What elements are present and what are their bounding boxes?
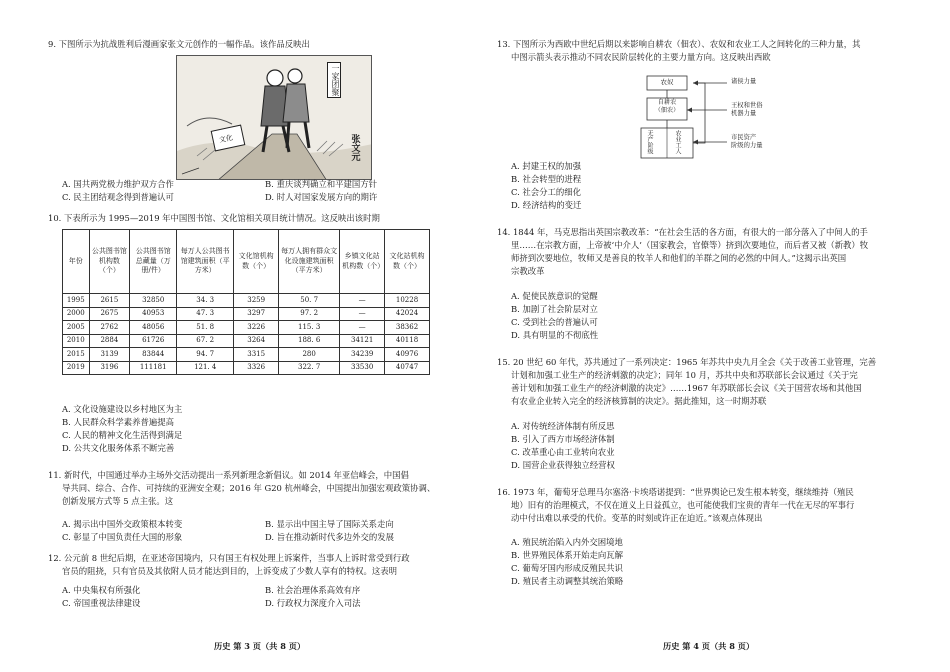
table-header-cell: 每万人拥有群众文化设施建筑面积（平方米） bbox=[279, 230, 340, 294]
table-cell: 50. 7 bbox=[279, 294, 340, 308]
question-12-option-a[interactable]: A. 中央集权有所强化 bbox=[62, 585, 141, 595]
table-cell: 2019 bbox=[63, 361, 90, 375]
table-row bbox=[63, 321, 430, 335]
table-cell: 3139 bbox=[89, 348, 130, 362]
table-cell: 38362 bbox=[385, 321, 430, 335]
table-body bbox=[63, 294, 430, 375]
table-cell: 3326 bbox=[234, 361, 279, 375]
table-cell: 48056 bbox=[130, 321, 177, 335]
table-cell: 47. 3 bbox=[177, 307, 234, 321]
table-header-cell: 公共图书馆机构数（个） bbox=[89, 230, 130, 294]
table-cell: 3297 bbox=[234, 307, 279, 321]
question-14-options bbox=[497, 290, 917, 342]
table-cell: 67. 2 bbox=[177, 334, 234, 348]
table-cell: — bbox=[340, 307, 385, 321]
cartoon-plaque-text: 文化 bbox=[218, 133, 234, 145]
page-footer-left: 历史 第 3 页（共 8 页） bbox=[214, 641, 306, 651]
table-cell: 3315 bbox=[234, 348, 279, 362]
table-cell: 40976 bbox=[385, 348, 430, 362]
question-10 bbox=[48, 212, 468, 225]
table-header-cell: 文化馆机构数（个） bbox=[234, 230, 279, 294]
question-12-stem-line: 官员的阻挠，只有官员及其依附人员才能达到目的，上诉变成了少数人享有的特权。这表明 bbox=[62, 566, 397, 577]
question-13-stem-line: 13. 下图所示为西欧中世纪后期以来影响自耕农（佃农）、农奴和农业工人之间转化的三种力量，其 bbox=[497, 39, 861, 49]
table-cell: 34. 3 bbox=[177, 294, 234, 308]
table-cell: 34239 bbox=[340, 348, 385, 362]
question-10-table-wrap bbox=[48, 229, 468, 375]
question-16-option-c[interactable]: C. 葡萄牙国内形成反殖民共识 bbox=[511, 563, 623, 574]
question-15-stem-line: 有农业企业转入完全的经济核算制的决定》。据此推知，这一时期苏联 bbox=[511, 396, 767, 407]
question-10-option-c[interactable]: C. 人民的精神文化生活得到满足 bbox=[62, 430, 183, 441]
table-row bbox=[63, 334, 430, 348]
table-row bbox=[63, 294, 430, 308]
table-cell: 111181 bbox=[130, 361, 177, 375]
cartoon-drawing bbox=[177, 56, 372, 180]
table-cell: 33530 bbox=[340, 361, 385, 375]
question-12-option-c[interactable]: C. 帝国重视法律建设 bbox=[62, 598, 141, 609]
table-cell: 2615 bbox=[89, 294, 130, 308]
diagram-box-freeholder bbox=[647, 99, 687, 115]
question-11-option-b[interactable]: B. 显示出中国主导了国际关系走向 bbox=[265, 519, 394, 529]
diagram-box-freeholder-line: （佃农） bbox=[654, 107, 680, 115]
table-cell: 40747 bbox=[385, 361, 430, 375]
question-11-options bbox=[48, 518, 468, 544]
table-cell: 3259 bbox=[234, 294, 279, 308]
question-9-option-d[interactable]: D. 时人对国家发展方向的期许 bbox=[265, 192, 378, 203]
question-13-option-c[interactable]: C. 社会分工的细化 bbox=[511, 187, 582, 198]
cartoon-signature: 张文元 bbox=[349, 134, 360, 161]
table-cell: 115. 3 bbox=[279, 321, 340, 335]
question-15-options bbox=[497, 420, 917, 472]
table-row bbox=[63, 348, 430, 362]
table-cell: 2762 bbox=[89, 321, 130, 335]
question-13-option-b[interactable]: B. 社会转型的进程 bbox=[511, 174, 582, 185]
diagram-box-proletariat: 无产阶级 bbox=[646, 130, 653, 154]
table-cell: 94. 7 bbox=[177, 348, 234, 362]
table-cell: 40953 bbox=[130, 307, 177, 321]
table-row bbox=[63, 361, 430, 375]
question-15-stem-line: 计划和加强工业生产的经济刺激的决定》；同年 10 月，苏共中央和苏联部长会议通过《关于完 bbox=[511, 370, 858, 381]
table-cell: 322. 7 bbox=[279, 361, 340, 375]
question-13 bbox=[497, 38, 917, 64]
statistics-table bbox=[62, 229, 430, 375]
table-cell: 2015 bbox=[63, 348, 90, 362]
question-13-option-a[interactable]: A. 封建王权的加强 bbox=[511, 161, 581, 171]
question-10-options bbox=[48, 403, 468, 455]
table-cell: 10228 bbox=[385, 294, 430, 308]
table-cell: 42024 bbox=[385, 307, 430, 321]
question-10-option-d[interactable]: D. 公共文化服务体系不断完善 bbox=[62, 443, 175, 454]
cartoon-illustration bbox=[176, 55, 372, 180]
question-14-stem-line: 里……在宗教方面，上帝被‘中介人’（国家教会，官僚等）挤到次要地位，而后者又被（新教）牧 bbox=[511, 240, 869, 251]
table-cell: 2000 bbox=[63, 307, 90, 321]
table-header-cell: 公共图书馆总藏量（万册/件） bbox=[130, 230, 177, 294]
question-14-option-b[interactable]: B. 加剧了社会阶层对立 bbox=[511, 304, 598, 315]
table-cell: 280 bbox=[279, 348, 340, 362]
question-11-option-d[interactable]: D. 旨在推动新时代多边外交的发展 bbox=[265, 532, 394, 543]
table-header-row bbox=[63, 230, 430, 294]
question-13-option-d[interactable]: D. 经济结构的变迁 bbox=[511, 200, 582, 211]
question-10-option-b[interactable]: B. 人民群众科学素养普遍提高 bbox=[62, 417, 174, 428]
question-12-options bbox=[48, 584, 468, 610]
question-9-option-a[interactable]: A. 国共两党极力维护双方合作 bbox=[62, 179, 174, 189]
right-page bbox=[497, 0, 917, 672]
question-15-option-c[interactable]: C. 改革重心由工业转向农业 bbox=[511, 447, 615, 458]
question-15 bbox=[497, 356, 917, 408]
diagram-box-serf: 农奴 bbox=[660, 78, 674, 86]
diagram-force-2-line: 机器力量 bbox=[731, 109, 757, 117]
question-10-stem: 10. 下表所示为 1995—2019 年中国图书馆、文化馆相关项目统计情况。这反映出该时期 bbox=[48, 213, 380, 223]
diagram-force-1: 诸侯力量 bbox=[731, 78, 757, 85]
question-16 bbox=[497, 486, 917, 525]
question-11-option-c[interactable]: C. 彰显了中国负责任大国的形象 bbox=[62, 532, 183, 543]
table-cell: 2010 bbox=[63, 334, 90, 348]
table-cell: 34121 bbox=[340, 334, 385, 348]
table-cell: 3196 bbox=[89, 361, 130, 375]
diagram-force-3 bbox=[731, 134, 762, 150]
table-cell: 121. 4 bbox=[177, 361, 234, 375]
question-15-stem-line: 善计划和加强工业生产的经济刺激的决定》……1967 年苏联部长会议《关于国营农场和其他国 bbox=[511, 383, 862, 394]
table-cell: — bbox=[340, 321, 385, 335]
diagram-force-2-line: 王权和世俗 bbox=[731, 102, 763, 109]
question-12 bbox=[48, 552, 468, 578]
question-13-options bbox=[497, 160, 917, 212]
diagram-force-3-line: 市民资产 bbox=[731, 134, 757, 141]
question-16-stem-line: 16. 1973 年，葡萄牙总理马尔塞洛·卡埃塔诺提到：“世界舆论已发生根本转变，继续维持（殖民 bbox=[497, 487, 854, 497]
table-header-cell: 年份 bbox=[63, 230, 90, 294]
peasant-class-diagram bbox=[627, 74, 837, 160]
table-cell: 2675 bbox=[89, 307, 130, 321]
question-11 bbox=[48, 469, 468, 508]
question-14-option-d[interactable]: D. 具有明显的不彻底性 bbox=[511, 330, 599, 341]
diagram-force-2 bbox=[731, 102, 762, 118]
table-cell: 61726 bbox=[130, 334, 177, 348]
question-9-option-b[interactable]: B. 重庆谈判确立和平建国方针 bbox=[265, 179, 377, 189]
question-16-options bbox=[497, 536, 917, 588]
table-cell: 97. 2 bbox=[279, 307, 340, 321]
question-14 bbox=[497, 226, 917, 278]
question-16-stem-line: 地）旧有的治理模式，不仅在道义上日益孤立，也可能使我们宝贵的青年一代在无尽的军事行 bbox=[511, 500, 855, 511]
question-15-stem-line: 15. 20 世纪 60 年代，苏共通过了一系列决定：1965 年苏共中央九月全会《关于改善工业管理，完善 bbox=[497, 357, 877, 367]
question-11-stem-line: 11. 新时代，中国通过举办主场外交活动提出一系列新理念新倡议。如 2014 年亚信峰会，中国倡 bbox=[48, 470, 409, 480]
question-13-stem-line: 中图示箭头表示推动不同农民阶层转化的主要力量方向。这反映出西欧 bbox=[511, 52, 771, 63]
table-cell: — bbox=[340, 294, 385, 308]
table-cell: 2884 bbox=[89, 334, 130, 348]
table-cell: 188. 6 bbox=[279, 334, 340, 348]
question-15-option-b[interactable]: B. 引入了西方市场经济体制 bbox=[511, 434, 615, 445]
question-14-stem-line: 师挤到次要地位，牧师又是善良的牧羊人和他们的羊群之间的必然的中间人。”这揭示出英国 bbox=[511, 253, 847, 264]
table-header-cell: 文化站机构数（个） bbox=[385, 230, 430, 294]
question-14-option-a[interactable]: A. 促使民族意识的觉醒 bbox=[511, 291, 598, 301]
question-12-stem-line: 12. 公元前 8 世纪后期，在亚述帝国境内，只有国王有权处理上诉案件，当事人上诉时常受到行政 bbox=[48, 553, 410, 563]
cartoon-caption: 一家团聚 bbox=[327, 62, 341, 98]
question-15-option-d[interactable]: D. 国营企业获得独立经营权 bbox=[511, 460, 615, 471]
question-15-option-a[interactable]: A. 对传统经济体制有所反思 bbox=[511, 421, 615, 431]
question-14-stem-line: 14. 1844 年，马克思指出英国宗教改革：“在社会生活的各方面，有很大的一部分落入了中间人的手 bbox=[497, 227, 868, 237]
diagram-box-freeholder-line: 自耕农 bbox=[657, 99, 677, 106]
question-9-options bbox=[48, 178, 468, 204]
table-cell: 3264 bbox=[234, 334, 279, 348]
question-9 bbox=[48, 38, 468, 51]
left-page bbox=[48, 0, 468, 672]
table-cell: 3226 bbox=[234, 321, 279, 335]
question-16-option-b[interactable]: B. 世界殖民体系开始走向瓦解 bbox=[511, 550, 623, 561]
table-cell: 2005 bbox=[63, 321, 90, 335]
diagram-force-3-line: 阶级的力量 bbox=[731, 141, 763, 149]
diagram-box-farm-worker: 农业工人 bbox=[674, 130, 681, 154]
question-12-option-b[interactable]: B. 社会治理体系高效有序 bbox=[265, 585, 361, 595]
table-cell: 51. 8 bbox=[177, 321, 234, 335]
question-14-option-c[interactable]: C. 受到社会的普遍认可 bbox=[511, 317, 598, 328]
question-14-stem-line: 宗教改革 bbox=[511, 266, 545, 277]
question-11-stem-line: 创新发展方式等 5 点主张。这 bbox=[62, 496, 174, 507]
table-cell: 40118 bbox=[385, 334, 430, 348]
table-header-cell: 乡镇文化站机构数（个） bbox=[340, 230, 385, 294]
question-16-option-a[interactable]: A. 殖民统治陷入内外交困境地 bbox=[511, 537, 623, 547]
table-cell: 83844 bbox=[130, 348, 177, 362]
table-cell: 32850 bbox=[130, 294, 177, 308]
question-16-option-d[interactable]: D. 殖民者主动调整其统治策略 bbox=[511, 576, 624, 587]
question-12-option-d[interactable]: D. 行政权力深度介入司法 bbox=[265, 598, 361, 609]
page-footer-right: 历史 第 4 页（共 8 页） bbox=[663, 641, 755, 651]
question-11-option-a[interactable]: A. 揭示出中国外交政策根本转变 bbox=[62, 519, 183, 529]
question-11-stem-line: 导共同、综合、合作、可持续的亚洲安全观；2016 年 G20 杭州峰会，中国提出加强宏观政策协调、 bbox=[62, 483, 436, 494]
table-header-cell: 每万人公共图书馆建筑面积（平方米） bbox=[177, 230, 234, 294]
question-9-option-c[interactable]: C. 民主团结观念得到普遍认可 bbox=[62, 192, 174, 203]
table-cell: 1995 bbox=[63, 294, 90, 308]
question-9-stem: 9. 下图所示为抗战胜利后漫画家张文元创作的一幅作品。该作品反映出 bbox=[48, 39, 310, 49]
question-10-option-a[interactable]: A. 文化设施建设以乡村地区为主 bbox=[62, 404, 183, 414]
question-16-stem-line: 动中付出难以承受的代价。变革的时刻或许正在迫近。”该观点体现出 bbox=[511, 513, 763, 524]
table-row bbox=[63, 307, 430, 321]
